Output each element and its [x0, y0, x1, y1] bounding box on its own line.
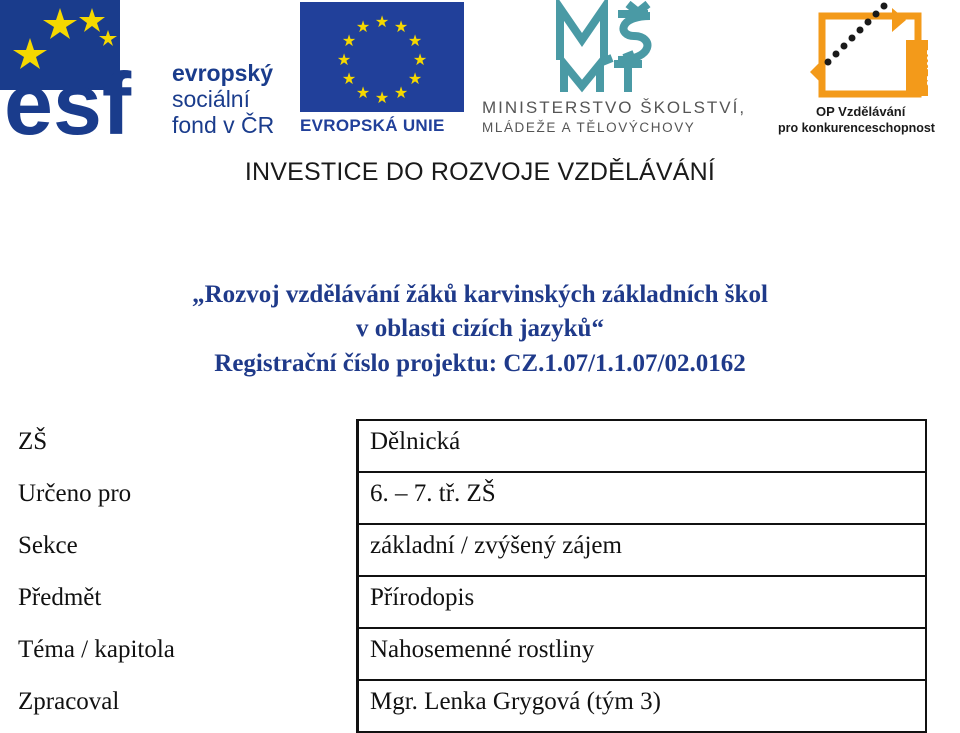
svg-text:★: ★	[355, 17, 371, 36]
esf-caption-line2: sociální	[172, 86, 250, 112]
esf-letters: esf	[4, 54, 132, 140]
svg-text:★: ★	[341, 69, 357, 88]
project-title-line2: v oblasti cizích jazyků“	[356, 315, 604, 342]
row-value: základní / zvýšený zájem	[370, 532, 622, 559]
op-caption-line1: OP Vzdělávání	[816, 104, 906, 119]
table-row	[8, 471, 928, 523]
row-value: Nahosemenné rostliny	[370, 636, 595, 663]
logo-bar	[0, 0, 960, 145]
table-row	[8, 523, 928, 575]
esf-caption-line3: fond v ČR	[172, 112, 275, 138]
svg-text:★: ★	[393, 83, 409, 102]
esf-logo	[0, 0, 290, 140]
msmt-caption-line1: MINISTERSTVO ŠKOLSTVÍ,	[482, 98, 747, 117]
svg-text:★: ★	[407, 31, 423, 50]
row-label: Sekce	[18, 532, 78, 559]
row-label: Předmět	[18, 584, 102, 611]
eu-flag	[300, 2, 464, 112]
esf-caption-line1: evropský	[172, 60, 274, 86]
table-row	[8, 627, 928, 679]
svg-text:★: ★	[341, 31, 357, 50]
svg-text:★: ★	[407, 69, 423, 88]
eu-caption: EVROPSKÁ UNIE	[300, 116, 445, 135]
op-badge: 2007-13	[925, 49, 934, 87]
svg-text:★: ★	[374, 12, 390, 31]
svg-text:★: ★	[412, 50, 428, 69]
msmt-logo	[478, 0, 768, 140]
op-emblem	[772, 0, 960, 104]
row-value: Dělnická	[370, 428, 461, 455]
table-row	[8, 679, 928, 731]
svg-text:★: ★	[393, 17, 409, 36]
table-row	[8, 575, 928, 627]
row-label: Zpracoval	[18, 688, 120, 715]
svg-text:★: ★	[374, 88, 390, 107]
info-table	[8, 419, 928, 733]
eu-logo	[300, 2, 468, 142]
msmt-emblem	[478, 0, 768, 96]
project-title-line1: „Rozvoj vzdělávání žáků karvinských základních škol	[192, 281, 768, 308]
project-registration-number: Registrační číslo projektu: CZ.1.07/1.1.07/02.0162	[214, 350, 746, 377]
row-value: 6. – 7. tř. ZŠ	[370, 480, 496, 507]
row-label: ZŠ	[18, 428, 48, 455]
table-row	[8, 419, 928, 471]
slogan: INVESTICE DO ROZVOJE VZDĚLÁVÁNÍ	[244, 158, 716, 186]
row-value: Mgr. Lenka Grygová (tým 3)	[370, 688, 661, 715]
eu-stars-icon	[300, 2, 464, 112]
esf-emblem	[0, 0, 170, 140]
row-label: Téma / kapitola	[18, 636, 175, 663]
op-logo	[772, 0, 960, 140]
svg-text:★: ★	[336, 50, 352, 69]
esf-caption	[172, 60, 274, 138]
msmt-caption-line2: MLÁDEŽE A TĚLOVÝCHOVY	[482, 120, 696, 135]
row-label: Určeno pro	[18, 480, 132, 507]
svg-text:★: ★	[355, 83, 371, 102]
op-caption-line2: pro konkurenceschopnost	[778, 121, 935, 135]
row-value: Přírodopis	[370, 584, 475, 611]
